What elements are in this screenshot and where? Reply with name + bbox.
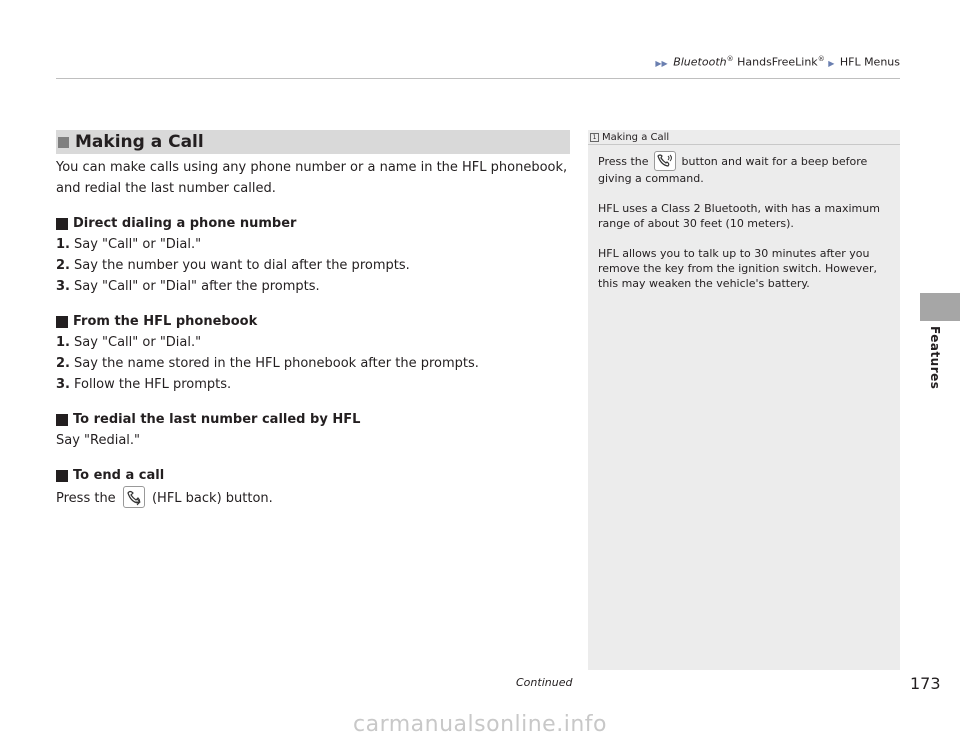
- breadcrumb-bluetooth: Bluetooth: [673, 55, 727, 69]
- watermark: carmanualsonline.info: [353, 712, 607, 737]
- registered-mark: ®: [726, 55, 734, 63]
- section-title-bar: [56, 130, 570, 154]
- chapter-label: Features: [928, 326, 942, 390]
- main-content: [56, 130, 570, 509]
- intro-text: You can make calls using any phone number or a name in the HFL phonebook, and redial the last number called.: [56, 160, 568, 196]
- step-item: 3. Say "Call" or "Dial" after the prompts.: [56, 279, 320, 294]
- note-marker-icon: 1: [590, 133, 599, 142]
- side-note-panel: [588, 130, 900, 670]
- breadcrumb-handsfreelink: HandsFreeLink: [737, 55, 818, 69]
- note-heading: 1 Making a Call: [588, 130, 900, 145]
- subheading-direct-dialing: Direct dialing a phone number: [56, 213, 570, 234]
- subheading-redial: To redial the last number called by HFL: [56, 409, 570, 430]
- step-item: 3. Follow the HFL prompts.: [56, 377, 232, 392]
- end-call-text: Press the (HFL back) button.: [56, 486, 570, 509]
- subheading-end-call: To end a call: [56, 465, 570, 486]
- registered-mark: ®: [817, 55, 825, 63]
- section-title: Making a Call: [75, 132, 204, 152]
- arrow-icon: ▶: [828, 58, 835, 68]
- step-item: 2. Say the name stored in the HFL phonebook after the prompts.: [56, 356, 479, 371]
- square-bullet-icon: [56, 218, 68, 230]
- header-divider: [56, 78, 900, 79]
- breadcrumb-hfl-menus: HFL Menus: [839, 55, 900, 69]
- hfl-back-icon: [123, 486, 145, 508]
- subheading-phonebook: From the HFL phonebook: [56, 311, 570, 332]
- note-paragraph: Press the button and wait for a beep before giving a command.: [598, 151, 890, 186]
- page-number: 173: [910, 674, 941, 693]
- note-paragraph: HFL allows you to talk up to 30 minutes after you remove the key from the ignition switch. However, this may weaken the vehicle's battery.: [598, 247, 878, 290]
- hfl-talk-icon: [654, 151, 676, 171]
- square-bullet-icon: [56, 414, 68, 426]
- note-paragraph: HFL uses a Class 2 Bluetooth, with has a maximum range of about 30 feet (10 meters).: [598, 202, 880, 230]
- arrow-icon: ▶▶: [655, 58, 668, 68]
- continued-label: Continued: [516, 676, 573, 689]
- redial-text: Say "Redial.": [56, 433, 141, 448]
- breadcrumb: [655, 55, 900, 69]
- step-item: 1. Say "Call" or "Dial.": [56, 335, 202, 350]
- step-item: 2. Say the number you want to dial after the prompts.: [56, 258, 410, 273]
- square-bullet-icon: [56, 470, 68, 482]
- square-bullet-icon: [56, 316, 68, 328]
- square-bullet-icon: [58, 137, 69, 148]
- chapter-tab: [920, 293, 960, 321]
- step-item: 1. Say "Call" or "Dial.": [56, 237, 202, 252]
